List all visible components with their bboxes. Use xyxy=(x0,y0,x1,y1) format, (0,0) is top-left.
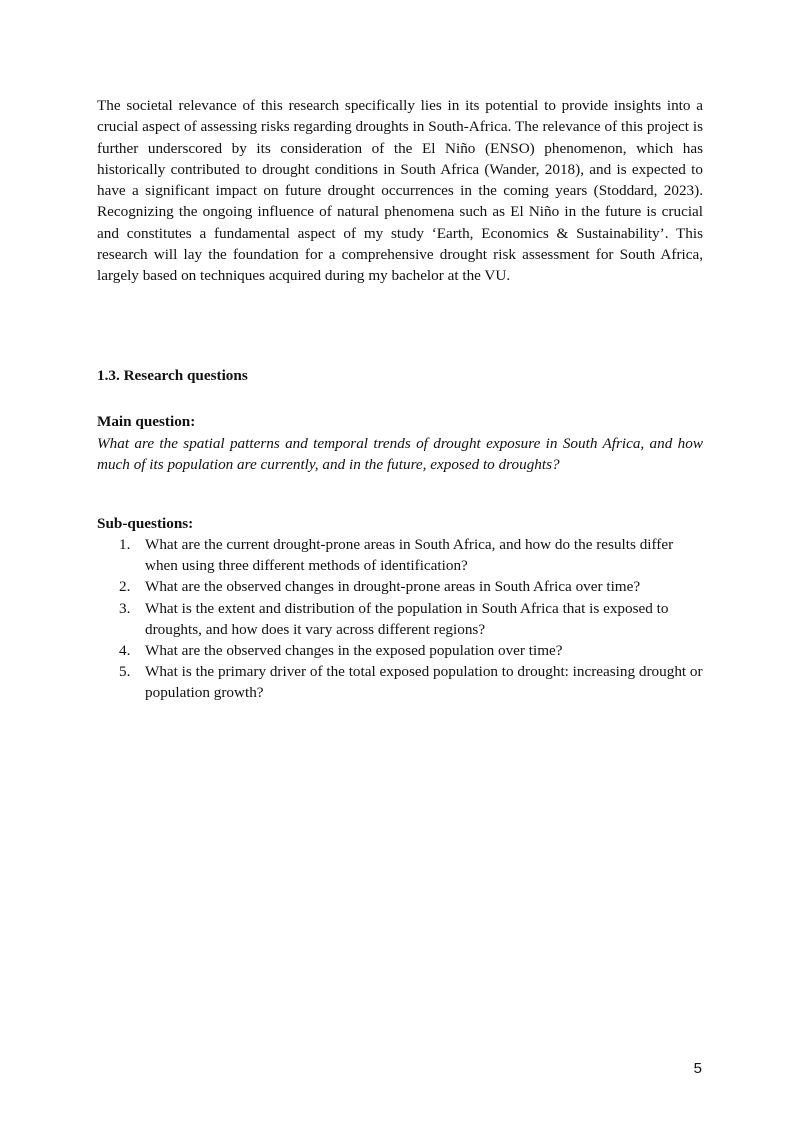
page-number: 5 xyxy=(693,1060,702,1077)
list-item-number: 1. xyxy=(119,536,131,553)
list-item xyxy=(97,662,703,704)
list-item-text: What is the extent and distribution of the population in South Africa that is exposed to droughts, and how does it vary across different regions? xyxy=(145,599,669,638)
body-paragraph: The societal relevance of this research specifically lies in its potential to provide insights into a crucial aspect of assessing risks regarding droughts in South-Africa. The relevance of this project is further underscored by its consideration of the El Niño (ENSO) phenomenon, which has historically contributed to drought conditions in South Africa (Wander, 2018), and is expected to have a significant impact on future drought occurrences in the coming years (Stoddard, 2023). Recognizing the ongoing influence of natural phenomena such as El Niño in the future is crucial and constitutes a fundamental aspect of my study ‘Earth, Economics & Sustainability’. This research will lay the foundation for a comprehensive drought risk assessment for South Africa, largely based on techniques acquired during my bachelor at the VU. xyxy=(97,97,703,285)
list-item xyxy=(97,641,703,662)
main-question-text: What are the spatial patterns and temporal trends of drought exposure in South Africa, and how much of its population are currently, and in the future, exposed to droughts? xyxy=(97,435,703,474)
list-item-text: What are the observed changes in drought-prone areas in South Africa over time? xyxy=(145,578,641,596)
list-item xyxy=(97,599,703,641)
list-item xyxy=(97,577,703,598)
main-question-label: Main question: xyxy=(97,413,196,430)
list-item xyxy=(97,535,703,577)
sub-questions-label: Sub-questions: xyxy=(97,515,194,532)
list-item-text: What are the current drought-prone areas in South Africa, and how do the results differ when using three different methods of identification? xyxy=(145,536,674,574)
list-item-number: 3. xyxy=(119,599,131,617)
section-heading: 1.3. Research questions xyxy=(97,367,248,384)
list-item-text: What is the primary driver of the total exposed population to drought: increasing drought or population growth? xyxy=(145,663,703,702)
list-item-number: 5. xyxy=(119,663,131,681)
sub-questions-list xyxy=(97,535,703,705)
list-item-number: 4. xyxy=(119,642,131,660)
list-item-text: What are the observed changes in the exposed population over time? xyxy=(145,642,563,660)
list-item-number: 2. xyxy=(119,578,131,596)
